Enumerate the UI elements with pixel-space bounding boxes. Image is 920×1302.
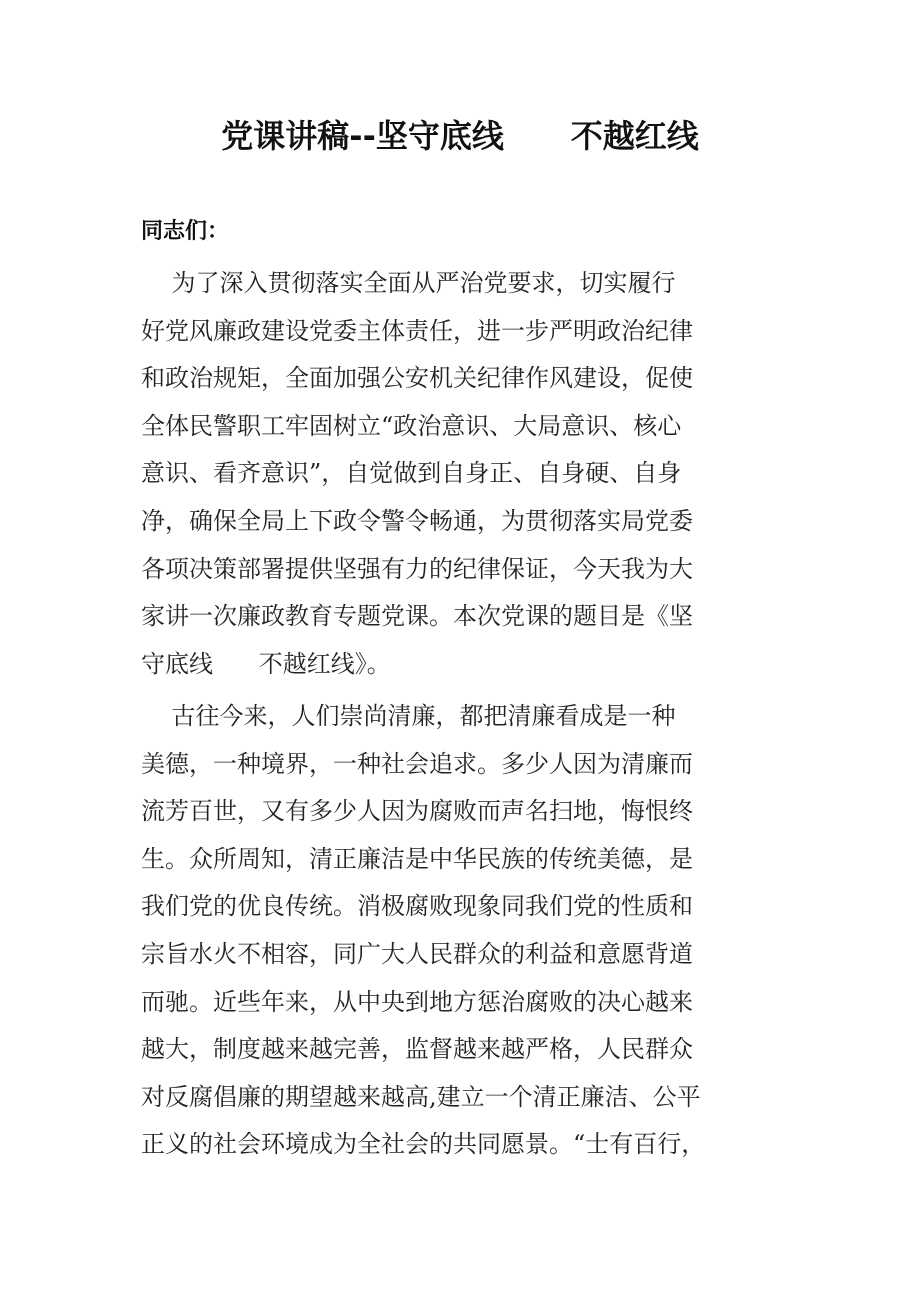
text-line: 越大，制度越来越完善，监督越来越严格，人民群众 [141, 1035, 693, 1064]
text-line: 美德，一种境界，一种社会追求。多少人因为清廉而 [141, 749, 693, 778]
paragraph-1 [141, 260, 781, 688]
text-line: 守底线 不越红线》。 [141, 649, 391, 678]
text-line: 和政治规矩，全面加强公安机关纪律作风建设，促使 [141, 364, 693, 393]
text-line: 古往今来，人们崇尚清廉，都把清廉看成是一种 [141, 702, 676, 730]
text-line: 好党风廉政建设党委主体责任，进一步严明政治纪律 [141, 316, 693, 345]
text-line: 生。众所周知，清正廉洁是中华民族的传统美德，是 [141, 844, 693, 873]
text-line: 宗旨水火不相容，同广大人民群众的利益和意愿背道 [141, 939, 693, 968]
text-line: 而驰。近些年来，从中央到地方惩治腐败的决心越来 [141, 987, 693, 1016]
text-line: 净，确保全局上下政令警令畅通，为贯彻落实局党委 [141, 506, 693, 535]
text-line: 各项决策部署提供坚强有力的纪律保证，今天我为大 [141, 554, 693, 583]
text-line: 意识、看齐意识”，自觉做到自身正、自身硬、自身 [141, 459, 682, 488]
paragraph-2 [141, 693, 781, 1169]
text-line: 全体民警职工牢固树立“政治意识、大局意识、核心 [141, 411, 682, 440]
text-line: 正义的社会环境成为全社会的共同愿景。“士有百行， [141, 1130, 706, 1159]
text-line: 我们党的优良传统。消极腐败现象同我们党的性质和 [141, 892, 693, 921]
text-line: 流芳百世，又有多少人因为腐败而声名扫地，悔恨终 [141, 797, 693, 826]
text-line: 为了深入贯彻落实全面从严治党要求，切实履行 [141, 269, 676, 297]
text-line: 对反腐倡廉的期望越来越高,建立一个清正廉洁、公平 [141, 1082, 701, 1111]
text-line: 家讲一次廉政教育专题党课。本次党课的题目是《坚 [141, 602, 693, 631]
document-title: 党课讲稿--坚守底线 不越红线 [221, 117, 699, 155]
salutation: 同志们： [141, 219, 230, 244]
